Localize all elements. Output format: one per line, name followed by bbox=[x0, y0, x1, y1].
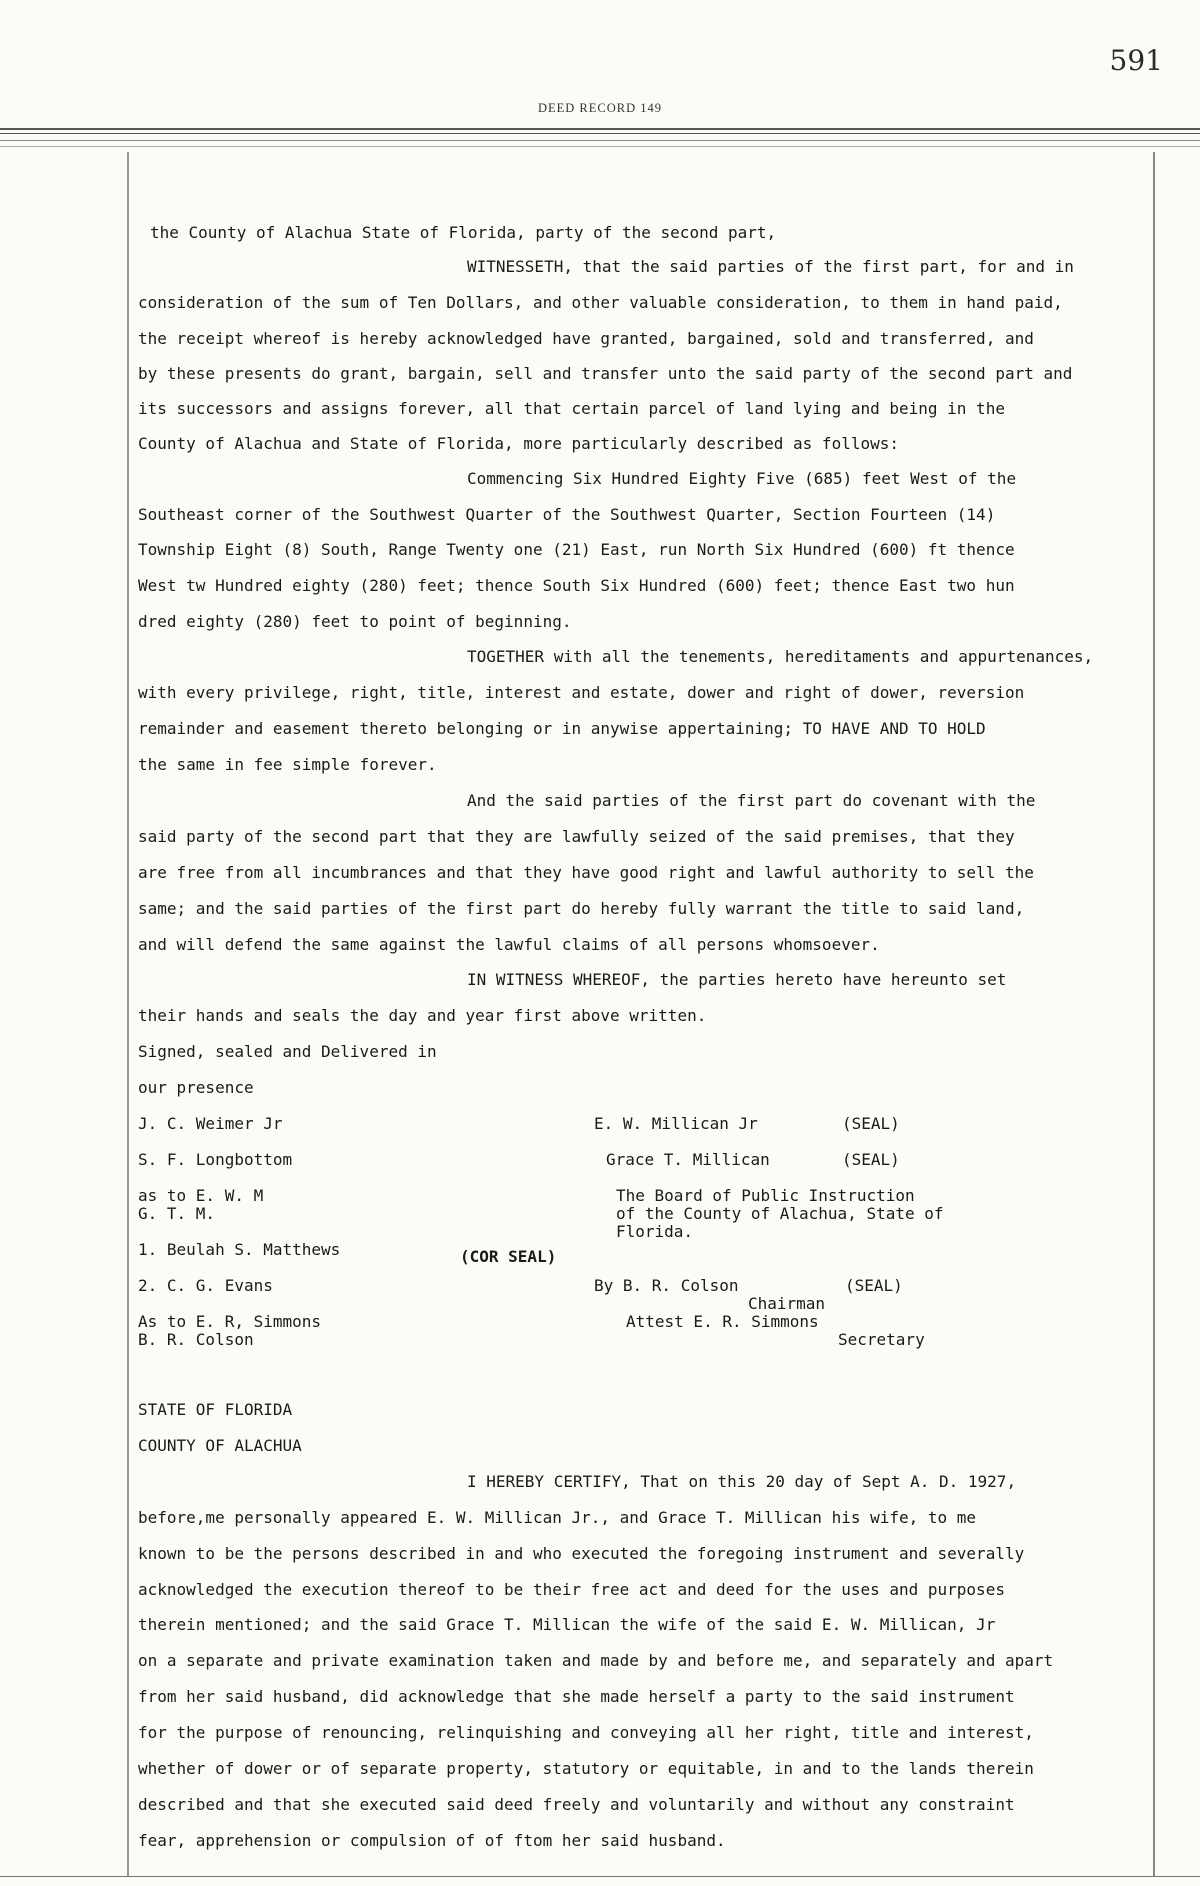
body-line: its successors and assigns forever, all that certain parcel of land lying and being in the bbox=[138, 399, 1005, 418]
body-line: Signed, sealed and Delivered in bbox=[138, 1042, 437, 1061]
signer-name: Attest E. R. Simmons bbox=[626, 1312, 819, 1331]
body-line: County of Alachua and State of Florida, more particularly described as follows: bbox=[138, 434, 899, 453]
ack-line: acknowledged the execution thereof to be their free act and deed for the uses and purposes bbox=[138, 1580, 1005, 1599]
witness-name: J. C. Weimer Jr bbox=[138, 1114, 283, 1133]
seal-label: (SEAL) bbox=[845, 1276, 903, 1295]
body-line: TOGETHER with all the tenements, hereditaments and appurtenances, bbox=[467, 647, 1094, 666]
ack-line: described and that she executed said deed freely and voluntarily and without any constraint bbox=[138, 1795, 1015, 1814]
body-line: the same in fee simple forever. bbox=[138, 755, 437, 774]
bottom-rule bbox=[0, 1876, 1200, 1877]
witness-name: 1. Beulah S. Matthews bbox=[138, 1240, 341, 1259]
body-line: are free from all incumbrances and that they have good right and lawful authority to sell the bbox=[138, 863, 1034, 882]
body-line: same; and the said parties of the first part do hereby fully warrant the title to said land, bbox=[138, 899, 1025, 918]
signer-name: By B. R. Colson bbox=[594, 1276, 739, 1295]
body-line: Commencing Six Hundred Eighty Five (685) feet West of the bbox=[467, 469, 1017, 488]
body-line: their hands and seals the day and year first above written. bbox=[138, 1006, 707, 1025]
signer-title: Secretary bbox=[838, 1330, 925, 1349]
witness-name: S. F. Longbottom bbox=[138, 1150, 293, 1169]
record-title: DEED RECORD 149 bbox=[537, 101, 663, 115]
seal-label: (SEAL) bbox=[842, 1150, 900, 1169]
witness-note: as to E. W. M bbox=[138, 1186, 264, 1205]
ack-line: whether of dower or of separate property, statutory or equitable, in and to the lands therein bbox=[138, 1759, 1034, 1778]
body-line: WITNESSETH, that the said parties of the first part, for and in bbox=[467, 257, 1074, 276]
body-line: Township Eight (8) South, Range Twenty one (21) East, run North Six Hundred (600) ft thence bbox=[138, 540, 1015, 559]
signer-name: Grace T. Millican bbox=[606, 1150, 770, 1169]
body-line: And the said parties of the first part do covenant with the bbox=[467, 791, 1036, 810]
page-number: 591 bbox=[1109, 44, 1163, 77]
grantee-name: Florida. bbox=[616, 1222, 694, 1241]
body-line: remainder and easement thereto belonging or in anywise appertaining; TO HAVE AND TO HOLD bbox=[138, 719, 986, 738]
seal-label: (SEAL) bbox=[842, 1114, 900, 1133]
ack-line: from her said husband, did acknowledge that she made herself a party to the said instrument bbox=[138, 1687, 1015, 1706]
body-line: Southeast corner of the Southwest Quarter of the Southwest Quarter, Section Fourteen (14) bbox=[138, 505, 996, 524]
header-rule bbox=[0, 140, 1200, 141]
body-line: consideration of the sum of Ten Dollars, and other valuable consideration, to them in hand paid, bbox=[138, 293, 1063, 312]
witness-note: G. T. M. bbox=[138, 1204, 216, 1223]
ack-heading: STATE OF FLORIDA bbox=[138, 1400, 293, 1419]
grantee-name: The Board of Public Instruction bbox=[616, 1186, 915, 1205]
header-rule bbox=[0, 133, 1200, 134]
body-line: the County of Alachua State of Florida, party of the second part, bbox=[150, 223, 777, 242]
body-line: and will defend the same against the lawful claims of all persons whomsoever. bbox=[138, 935, 880, 954]
ack-heading: COUNTY OF ALACHUA bbox=[138, 1436, 302, 1455]
body-line: IN WITNESS WHEREOF, the parties hereto have hereunto set bbox=[467, 970, 1007, 989]
witness-name: 2. C. G. Evans bbox=[138, 1276, 273, 1295]
grantee-name: of the County of Alachua, State of bbox=[616, 1204, 944, 1223]
body-line: with every privilege, right, title, interest and estate, dower and right of dower, reversion bbox=[138, 683, 1025, 702]
header-rule bbox=[0, 146, 1200, 147]
corporate-seal: (COR SEAL) bbox=[460, 1247, 557, 1266]
witness-note: As to E. R, Simmons bbox=[138, 1312, 322, 1331]
signer-title: Chairman bbox=[748, 1294, 826, 1313]
signer-name: E. W. Millican Jr bbox=[594, 1114, 758, 1133]
ack-line: I HEREBY CERTIFY, That on this 20 day of Sept A. D. 1927, bbox=[467, 1472, 1017, 1491]
body-line: West tw Hundred eighty (280) feet; thence South Six Hundred (600) feet; thence East two hun bbox=[138, 576, 1015, 595]
witness-name: B. R. Colson bbox=[138, 1330, 254, 1349]
right-margin-line bbox=[1153, 152, 1155, 1876]
left-margin-line bbox=[127, 152, 129, 1876]
ack-line: before,me personally appeared E. W. Millican Jr., and Grace T. Millican his wife, to me bbox=[138, 1508, 977, 1527]
ack-line: fear, apprehension or compulsion of of ftom her said husband. bbox=[138, 1831, 726, 1850]
ack-line: on a separate and private examination taken and made by and before me, and separately and apart bbox=[138, 1651, 1054, 1670]
ack-line: therein mentioned; and the said Grace T. Millican the wife of the said E. W. Millican, Jr bbox=[138, 1615, 996, 1634]
ack-line: for the purpose of renouncing, relinquishing and conveying all her right, title and interest, bbox=[138, 1723, 1034, 1742]
body-line: said party of the second part that they are lawfully seized of the said premises, that they bbox=[138, 827, 1015, 846]
body-line: dred eighty (280) feet to point of beginning. bbox=[138, 612, 572, 631]
body-line: by these presents do grant, bargain, sell and transfer unto the said party of the second part and bbox=[138, 364, 1073, 383]
body-line: our presence bbox=[138, 1078, 254, 1097]
header-rule bbox=[0, 128, 1200, 130]
ack-line: known to be the persons described in and who executed the foregoing instrument and severally bbox=[138, 1544, 1025, 1563]
body-line: the receipt whereof is hereby acknowledged have granted, bargained, sold and transferred, and bbox=[138, 329, 1034, 348]
